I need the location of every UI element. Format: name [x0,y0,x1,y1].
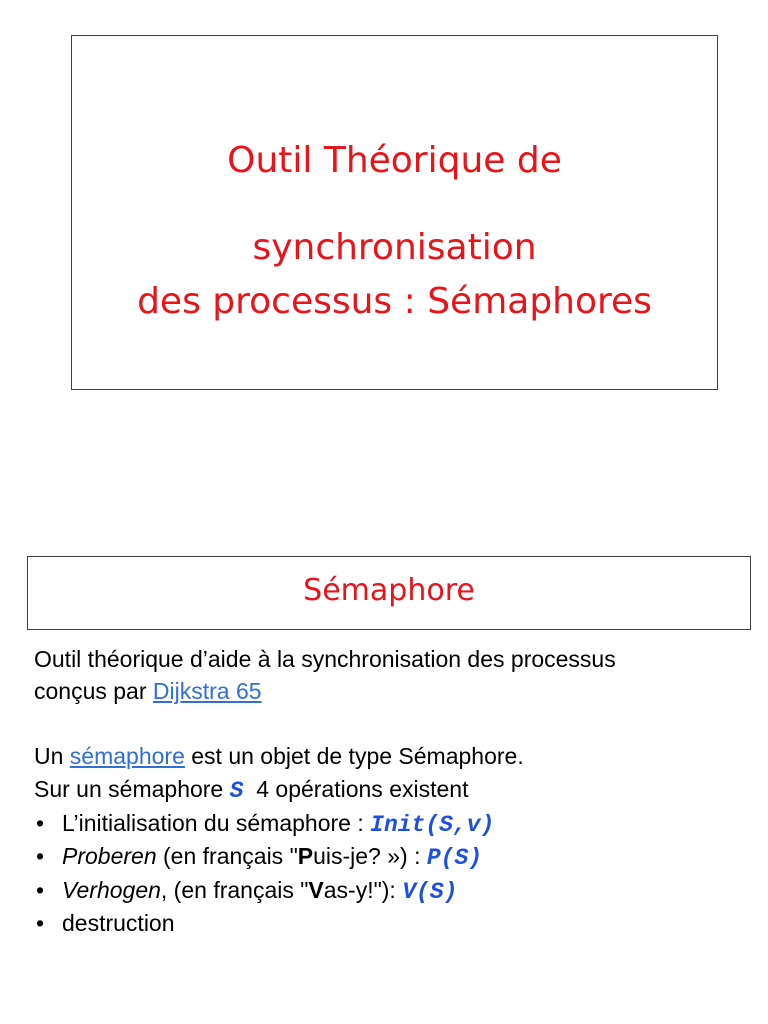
bullet-init-text: L’initialisation du sémaphore : [62,810,371,836]
bullet-verhogen-italic: Verhogen [62,877,161,903]
section-box [27,556,751,630]
bullet-marker: • [36,810,45,836]
bullet-proberen [62,841,482,873]
bullet-proberen-text-b: uis-je? ») : [313,843,427,869]
intro-prefix: conçus par [34,678,153,704]
definition-suffix: est un objet de type Sémaphore. [184,743,524,769]
bullet-proberen-bold: P [297,843,314,869]
bullet-init [62,808,494,840]
title-line-3: des processus : Sémaphores [137,281,652,322]
dijkstra-link[interactable]: Dijkstra 65 [152,678,262,704]
bullet-marker: • [36,843,45,869]
title-line-1: Outil Théorique de [227,140,562,181]
bullet-verhogen-text-b: as-y!"): [323,877,403,903]
bullet-proberen-text-a: (en français " [156,843,298,869]
bullet-proberen-code: P(S) [426,845,483,871]
intro-line-2 [34,676,262,706]
bullet-verhogen-bold: V [308,877,324,903]
definition-line [34,741,524,771]
bullet-init-code: Init(S,v) [370,812,495,838]
title-box [71,35,718,390]
semaphore-link[interactable]: sémaphore [69,743,185,769]
intro-line-1: Outil théorique d’aide à la synchronisation des processus [34,646,616,672]
operations-code: S [229,778,244,804]
bullet-marker: • [36,910,45,936]
operations-suffix: 4 opérations existent [243,776,469,802]
title-line-2: synchronisation [252,227,537,268]
operations-line [34,774,468,806]
operations-prefix: Sur un sémaphore [34,776,230,802]
bullet-verhogen-text-a: , (en français " [160,877,309,903]
bullet-proberen-italic: Proberen [62,843,157,869]
bullet-destruction: destruction [62,910,175,936]
bullet-verhogen-code: V(S) [402,879,458,905]
bullet-marker: • [36,877,45,903]
definition-prefix: Un [34,743,70,769]
section-title: Sémaphore [303,573,475,608]
bullet-verhogen [62,875,457,907]
